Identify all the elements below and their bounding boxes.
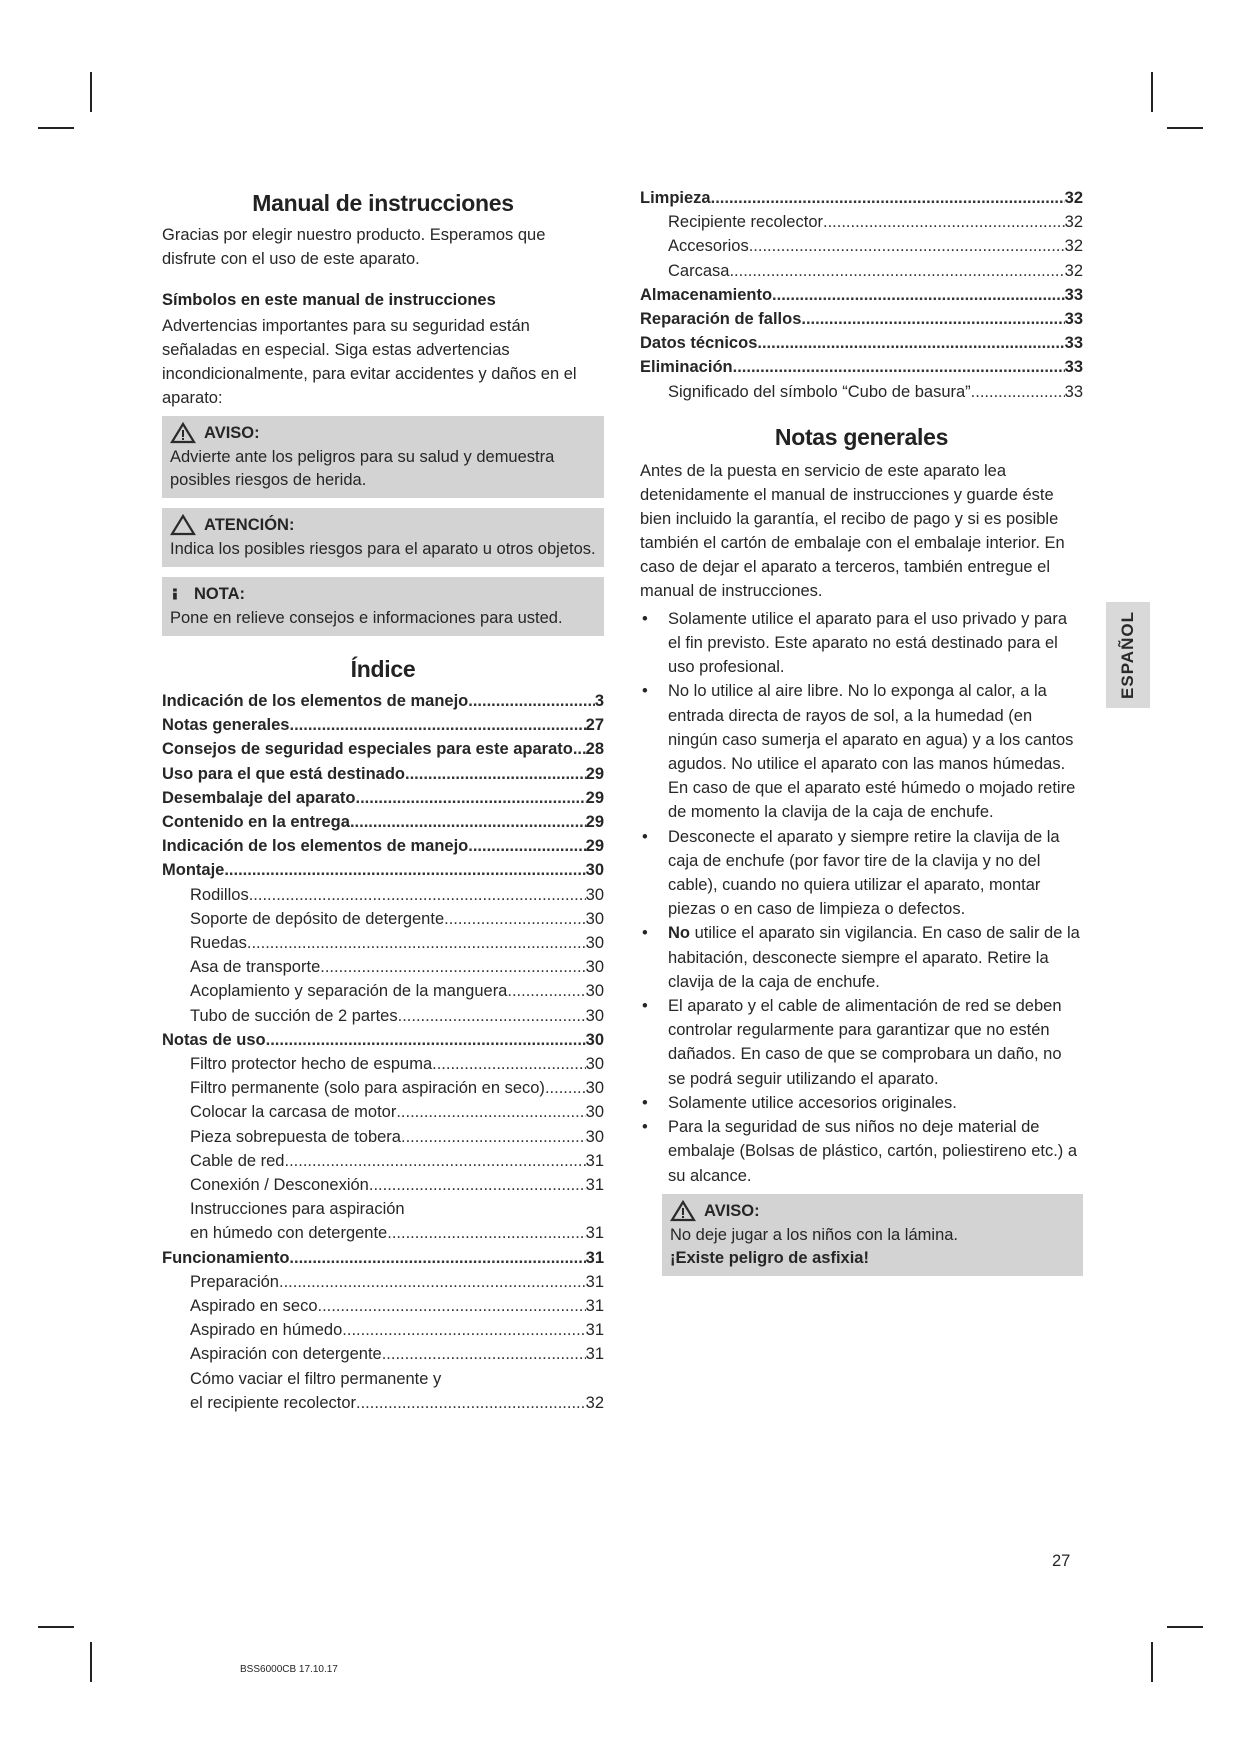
intro-text: Gracias por elegir nuestro producto. Esperamos que disfrute con el uso de este aparato. [162, 226, 546, 268]
toc-label: Recipiente recolector [668, 213, 823, 232]
toc-label: Instrucciones para aspiración [190, 1200, 405, 1219]
toc-entry [162, 834, 604, 858]
toc-label: Ruedas [190, 934, 247, 953]
toc-label: Limpieza [640, 189, 711, 207]
toc-page: 30 [585, 909, 604, 928]
toc-label: Almacenamiento [640, 285, 773, 304]
list-item-text: utilice el aparato sin vigilancia. En caso de salir de la habitación, desconecte siempre el aparato. Retire la clavija de la caja de enchufe. [668, 924, 1080, 991]
notice-aviso-text: Advierte ante los peligros para su salud y demuestra posibles riesgos de herida. [170, 448, 555, 489]
toc-entry [640, 283, 1083, 307]
toc-label: Contenido en la entrega [162, 813, 350, 832]
toc-leader [356, 1391, 586, 1415]
toc-page: 30 [585, 934, 604, 953]
toc-leader [350, 810, 586, 834]
toc-page: 31 [585, 1297, 604, 1316]
toc-label: en húmedo con detergente [190, 1224, 388, 1243]
toc-entry [162, 1342, 604, 1366]
list-item [640, 1115, 1083, 1188]
toc-page: 33 [1064, 285, 1083, 304]
toc-page: 30 [585, 1030, 604, 1049]
symbols-text: Advertencias importantes para su seguridad están señaladas en especial. Siga estas advertencias incondicionalmente, para evitar accidentes y daños en el aparato: [162, 317, 577, 407]
toc-leader [468, 689, 595, 713]
toc-label: Colocar la carcasa de motor [190, 1103, 397, 1122]
warning-title: AVISO: [704, 1201, 760, 1220]
notice-nota [162, 577, 604, 636]
toc-leader [468, 834, 585, 858]
notice-aviso [162, 416, 604, 498]
toc-entry [162, 858, 604, 882]
toc-entry [162, 1246, 604, 1270]
toc-label: Carcasa [668, 261, 730, 280]
list-item-text: Para la seguridad de sus niños no deje material de embalaje (Bolsas de plástico, cartón, poliestireno etc.) a su alcance. [668, 1118, 1078, 1185]
notice-atencion-title: ATENCIÓN: [204, 516, 295, 534]
toc-entry [162, 1149, 604, 1173]
toc-label: Indicación de los elementos de manejo [162, 837, 469, 856]
toc-leader [266, 1028, 586, 1052]
list-item-text: Solamente utilice accesorios originales. [668, 1093, 957, 1112]
toc-page: 33 [1064, 358, 1083, 377]
toc-leader [247, 931, 586, 955]
toc-entry [162, 883, 604, 907]
toc-leader [289, 713, 585, 737]
crop-mark [1151, 1642, 1153, 1682]
toc-leader [749, 234, 1065, 258]
toc-page: 31 [585, 1224, 604, 1243]
toc-page: 30 [585, 885, 604, 904]
toc-entry [162, 762, 604, 786]
toc-entry [162, 713, 604, 737]
toc-page: 27 [585, 716, 604, 735]
crop-mark [1151, 72, 1153, 112]
toc-entry [640, 331, 1083, 355]
toc-leader [318, 1294, 586, 1318]
notice-atencion [162, 508, 604, 567]
toc-entry [162, 1294, 604, 1318]
toc-leader [801, 307, 1064, 331]
toc-page: 32 [585, 1393, 604, 1412]
toc-page: 33 [1064, 382, 1083, 401]
toc-page: 30 [585, 861, 604, 880]
crop-mark [1167, 1626, 1203, 1628]
list-item [640, 607, 1083, 680]
toc-label: Montaje [162, 861, 225, 880]
toc-leader [398, 1004, 586, 1028]
footer-code: BSS6000CB 17.10.17 [240, 1664, 338, 1675]
toc-leader [444, 907, 586, 931]
toc-leader [320, 955, 585, 979]
toc-leader [729, 259, 1064, 283]
toc-entry [162, 1197, 604, 1221]
toc-entry [162, 737, 604, 761]
toc-page: 31 [585, 1345, 604, 1364]
toc-page: 30 [585, 1055, 604, 1074]
toc-label: Datos técnicos [640, 334, 758, 353]
warning-text: No deje jugar a los niños con la lámina. [670, 1225, 959, 1244]
toc-entry [162, 1221, 604, 1245]
toc-leader [279, 1270, 586, 1294]
toc-page: 31 [585, 1321, 604, 1340]
crop-mark [90, 1642, 92, 1682]
toc-label: Notas de uso [162, 1030, 266, 1049]
list-item-text: El aparato y el cable de alimentación de red se deben controlar regularmente para garantizar que no estén dañados. En caso de que se comprobara un daño, no se podrá seguir utilizando el aparato. [668, 997, 1062, 1088]
warning-triangle-icon [670, 1200, 696, 1222]
toc-entry [162, 1052, 604, 1076]
toc-page: 31 [585, 1272, 604, 1291]
list-item-text: Solamente utilice el aparato para el uso privado y para el fin previsto. Este aparato no está destinado para el uso profesional. [668, 609, 1067, 677]
toc-entry [640, 355, 1083, 379]
toc-entry [162, 1318, 604, 1342]
toc-page: 32 [1064, 213, 1083, 232]
toc-page: 30 [585, 1103, 604, 1122]
toc-leader [545, 1076, 586, 1100]
toc-leader [772, 283, 1065, 307]
toc-page: 29 [585, 813, 604, 832]
list-item [640, 679, 1083, 824]
toc-entry [640, 186, 1083, 210]
list-item-emphasis: No [668, 924, 690, 943]
language-tab [1106, 602, 1150, 708]
toc-entry [640, 307, 1083, 331]
left-column [162, 190, 604, 1415]
general-notes-heading: Notas generales [774, 423, 949, 450]
toc-entry [162, 1391, 604, 1415]
crop-mark [38, 1626, 74, 1628]
toc-page: 30 [585, 958, 604, 977]
toc-leader [224, 858, 585, 882]
toc-leader [387, 1221, 585, 1245]
toc-label: Funcionamiento [162, 1248, 290, 1267]
toc-page: 31 [585, 1176, 604, 1195]
toc-entry [162, 1173, 604, 1197]
notice-nota-text: Pone en relieve consejos e informaciones para usted. [170, 609, 563, 627]
toc-page: 30 [585, 1006, 604, 1025]
list-item [640, 1091, 1083, 1115]
toc-leader [507, 979, 585, 1003]
toc-page: 32 [1064, 189, 1083, 207]
toc-page: 3 [594, 692, 604, 710]
toc-entry [162, 979, 604, 1003]
toc-label: Filtro protector hecho de espuma [190, 1055, 433, 1074]
toc-label: Pieza sobrepuesta de tobera [190, 1127, 401, 1146]
toc-entry [640, 259, 1083, 283]
toc-label: Uso para el que está destinado [162, 764, 405, 783]
toc-entry [162, 907, 604, 931]
crop-mark [38, 127, 74, 129]
toc-entry [162, 1125, 604, 1149]
list-item-text: No lo utilice al aire libre. No lo exponga al calor, a la entrada directa de rayos de sol, a la humedad (en ningún caso sumerja el aparato en agua) y a los cantos agudos. No utilice el aparato con las manos húmedas. En caso de que el aparato esté húmedo o mojado retire de momento la clavija de la caja de enchufe. [668, 682, 1076, 822]
toc-page: 30 [585, 1127, 604, 1146]
toc-label: Indicación de los elementos de manejo [162, 692, 469, 710]
toc-label: Significado del símbolo “Cubo de basura” [668, 382, 971, 401]
toc-leader [342, 1318, 585, 1342]
toc-leader [356, 786, 586, 810]
toc-page: 31 [585, 1151, 604, 1170]
toc-leader [733, 355, 1065, 379]
toc-entry [640, 210, 1083, 234]
toc-entry [162, 1028, 604, 1052]
language-tab-label: ESPAÑOL [1118, 611, 1137, 699]
notice-atencion-text: Indica los posibles riesgos para el aparato u otros objetos. [170, 540, 596, 558]
toc-label: Aspirado en húmedo [190, 1321, 343, 1340]
toc-label: Soporte de depósito de detergente [190, 909, 445, 928]
toc-page: 33 [1064, 310, 1083, 329]
toc-label: Aspirado en seco [190, 1297, 318, 1316]
toc-label: Tubo de succión de 2 partes [190, 1006, 398, 1025]
list-item-text: Desconecte el aparato y siempre retire la clavija de la caja de enchufe (por favor tire de la clavija y no del cable), cuando no quiera utilizar el aparato, montar piezas o en caso de limpieza o defectos. [668, 827, 1060, 919]
toc-leader [249, 883, 586, 907]
toc-leader [382, 1342, 586, 1366]
caution-triangle-icon [170, 514, 196, 536]
toc-entry [162, 810, 604, 834]
toc-page: 29 [585, 837, 604, 856]
toc-page: 29 [585, 764, 604, 783]
toc-leader [573, 737, 586, 761]
toc-entry [162, 1367, 604, 1391]
toc-page: 30 [585, 1079, 604, 1098]
toc-entry [162, 1270, 604, 1294]
toc-leader [284, 1149, 585, 1173]
crop-mark [90, 72, 92, 112]
toc-leader [405, 762, 586, 786]
toc-label: Accesorios [668, 237, 749, 256]
notice-aviso-title: AVISO: [204, 424, 260, 442]
toc-label: Reparación de fallos [640, 310, 802, 329]
page-number: 27 [1052, 1552, 1071, 1570]
toc-label: Acoplamiento y separación de la manguera [190, 982, 508, 1001]
toc-label: Conexión / Desconexión [190, 1176, 369, 1195]
safety-list [640, 607, 1083, 1188]
info-icon [170, 583, 186, 605]
warning-bold-text: ¡Existe peligro de asfixia! [670, 1248, 869, 1267]
list-item [640, 994, 1083, 1091]
toc-entry [640, 234, 1083, 258]
table-of-contents-continued [640, 186, 1083, 404]
list-item [640, 921, 1083, 994]
toc-label: Consejos de seguridad especiales para este aparato [162, 740, 573, 759]
toc-page: 32 [1064, 261, 1083, 280]
toc-leader [823, 210, 1065, 234]
toc-label: Desembalaje del aparato [162, 788, 356, 807]
toc-leader [396, 1100, 585, 1124]
toc-entry [162, 1100, 604, 1124]
right-column [640, 190, 1083, 1276]
toc-leader [432, 1052, 586, 1076]
toc-leader [369, 1173, 586, 1197]
toc-label: Filtro permanente (solo para aspiración en seco) [190, 1079, 545, 1098]
crop-mark [1167, 127, 1203, 129]
index-heading: Índice [350, 656, 416, 682]
toc-label: Asa de transporte [190, 958, 321, 977]
toc-page: 33 [1064, 334, 1083, 353]
toc-label: Eliminación [640, 358, 733, 377]
toc-label: Aspiración con detergente [190, 1345, 382, 1364]
toc-label: Preparación [190, 1272, 279, 1291]
toc-entry [162, 689, 604, 713]
toc-label: Notas generales [162, 716, 290, 735]
toc-label: Cable de red [190, 1151, 285, 1170]
toc-entry [162, 931, 604, 955]
toc-entry [640, 380, 1083, 404]
toc-page: 29 [585, 788, 604, 807]
list-item [640, 825, 1083, 922]
toc-entry [162, 1004, 604, 1028]
table-of-contents [162, 689, 604, 1415]
toc-entry [162, 1076, 604, 1100]
toc-leader [289, 1246, 585, 1270]
toc-label: Rodillos [190, 885, 249, 904]
symbols-heading: Símbolos en este manual de instrucciones [162, 291, 496, 309]
toc-page: 28 [585, 740, 604, 759]
toc-label: Cómo vaciar el filtro permanente y [190, 1369, 442, 1388]
general-notes-intro: Antes de la puesta en servicio de este aparato lea detenidamente el manual de instrucciones y guarde éste bien incluido la garantía, el recibo de pago y si es posible también el cartón de embalaje con el embalaje interior. En caso de dejar el aparato a terceros, también entregue el manual de instrucciones. [640, 461, 1065, 600]
toc-page: 30 [585, 982, 604, 1001]
warning-triangle-icon [170, 422, 196, 444]
toc-entry [162, 955, 604, 979]
toc-leader [711, 186, 1065, 210]
toc-leader [401, 1125, 586, 1149]
toc-page: 32 [1064, 237, 1083, 256]
toc-page: 31 [585, 1248, 604, 1267]
notice-aviso-children [662, 1194, 1083, 1276]
toc-leader [757, 331, 1064, 355]
toc-label: el recipiente recolector [190, 1393, 356, 1412]
toc-leader [971, 380, 1065, 404]
toc-entry [162, 786, 604, 810]
page-title: Manual de instrucciones [252, 190, 514, 216]
notice-nota-title: NOTA: [194, 585, 246, 603]
